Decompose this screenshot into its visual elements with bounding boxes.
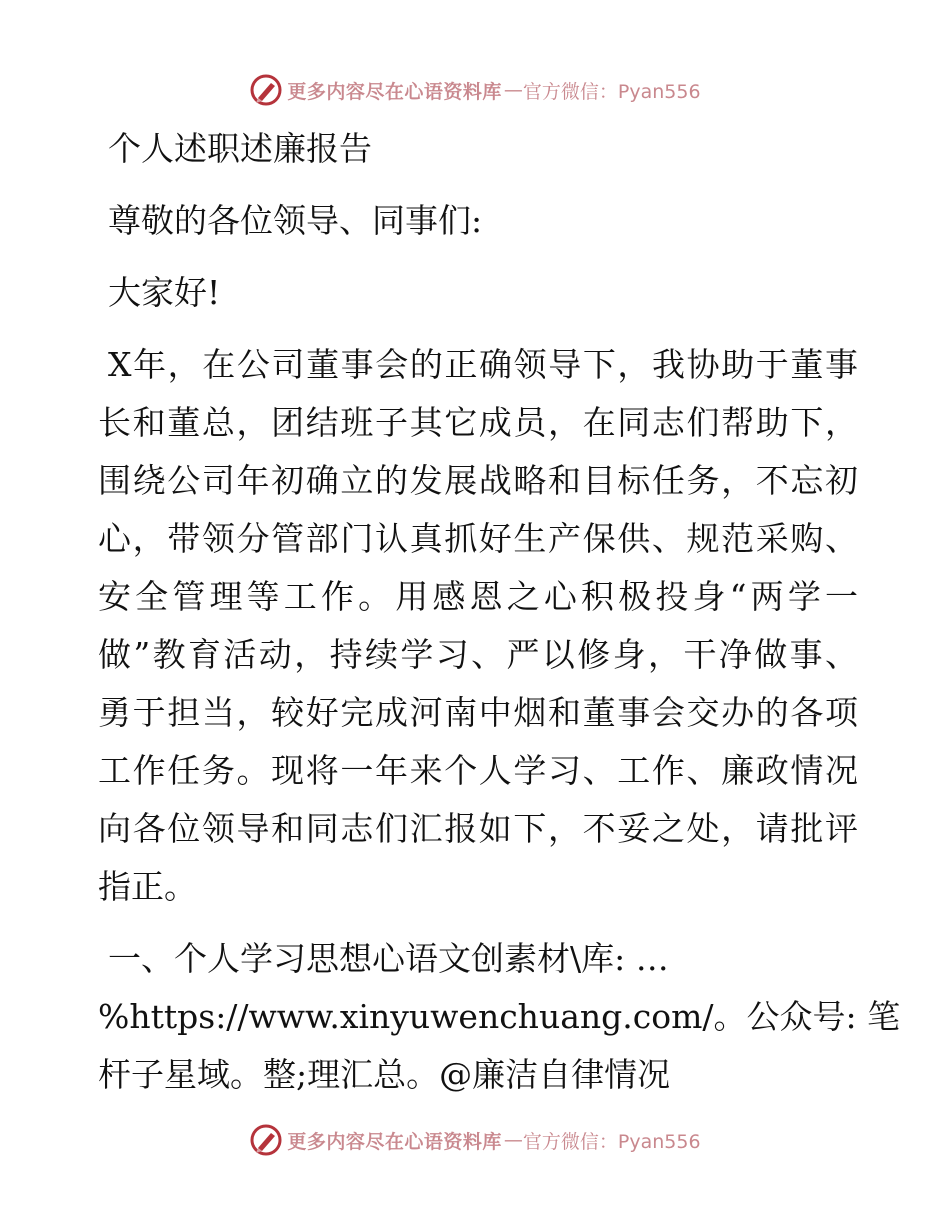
document-body [98, 118, 901, 1104]
paragraph-line: 长和董总，团结班子其它成员，在同志们帮助下， [98, 403, 858, 442]
document-title: 个人述职述廉报告 [108, 129, 372, 168]
watermark-separator: — [503, 1129, 523, 1151]
watermark-main-text: 更多内容尽在心语资料库 [287, 1130, 502, 1153]
watermark-wechat-text: 官方微信：Pyan556 [522, 1130, 701, 1153]
watermark-wechat-text: 官方微信：Pyan556 [522, 80, 701, 103]
footer-watermark [0, 1120, 950, 1160]
paragraph-line: 勇于担当，较好完成河南中烟和董事会交办的各项 [98, 693, 858, 732]
intro-paragraph [98, 336, 858, 916]
greeting: 大家好! [108, 273, 221, 312]
watermark-separator: — [503, 79, 523, 101]
pen-logo-icon [249, 73, 283, 107]
paragraph-line: 指正。 [98, 867, 197, 906]
paragraph-line: 心，带领分管部门认真抓好生产保供、规范采购、 [98, 519, 858, 558]
watermark-main-text: 更多内容尽在心语资料库 [287, 80, 502, 103]
paragraph-line: X年，在公司董事会的正确领导下，我协助于董事 [108, 345, 858, 384]
header-watermark [0, 70, 950, 110]
paragraph-line: 做”教育活动，持续学习、严以修身，干净做事、 [98, 635, 858, 674]
paragraph-line: 围绕公司年初确立的发展战略和目标任务，不忘初 [98, 461, 858, 500]
section-line: %https://www.xinyuwenchuang.com/。公众号: 笔 [98, 997, 901, 1036]
paragraph-line: 向各位领导和同志们汇报如下，不妥之处，请批评 [98, 809, 858, 848]
paragraph-line: 工作任务。现将一年来个人学习、工作、廉政情况 [98, 751, 858, 790]
section-line: 一、个人学习思想心语文创素材\库: … [108, 939, 669, 978]
section-line: 杆子星域。整;理汇总。@廉洁自律情况 [98, 1055, 671, 1094]
section-heading-block [98, 930, 901, 1104]
salutation: 尊敬的各位领导、同事们: [108, 201, 483, 240]
pen-logo-icon [249, 1123, 283, 1157]
paragraph-line: 安全管理等工作。用感恩之心积极投身“两学一 [98, 577, 858, 616]
